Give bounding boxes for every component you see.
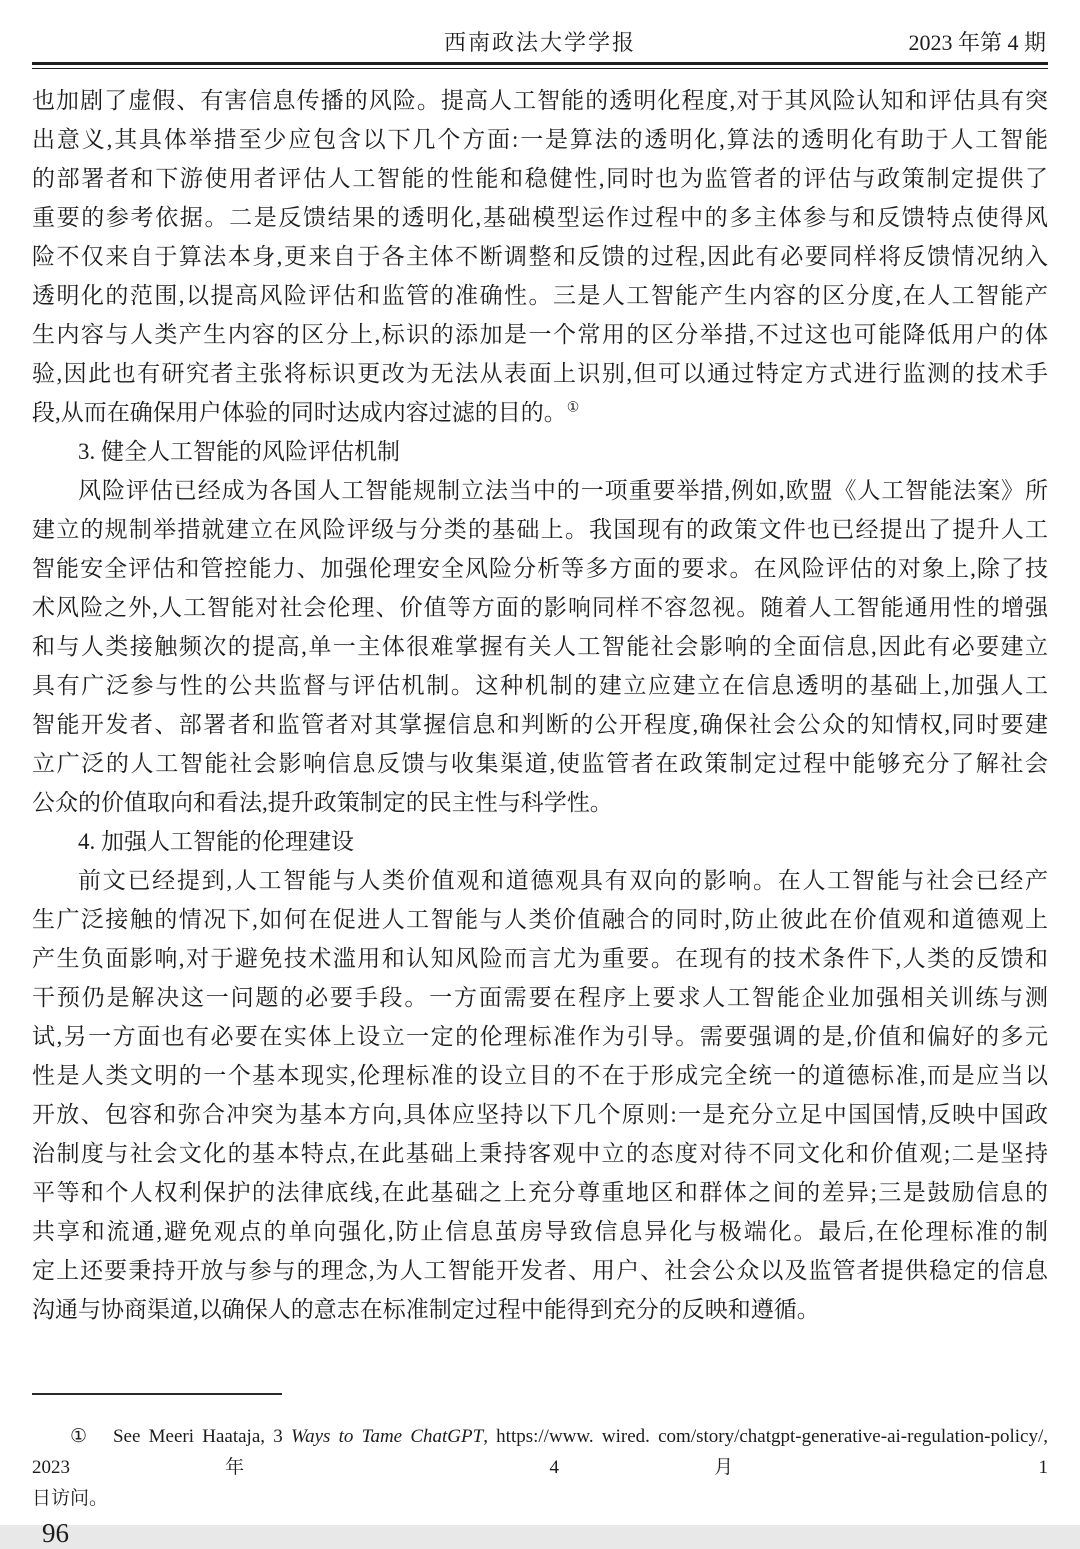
footnote-separator <box>32 1393 282 1395</box>
text-line: 公众的价值取向和看法,提升政策制定的民主性与科学性。 <box>32 790 613 815</box>
page-number: 96 <box>42 1518 69 1548</box>
article-body <box>32 81 1048 1329</box>
footnote-work-title: Ways to Tame ChatGPT <box>290 1426 484 1447</box>
text-line: 风险评估已经成为各国人工智能规制立法当中的一项重要举措,例如,欧盟《人工智能法案》所 <box>78 478 1048 503</box>
text-line: 智能安全评估和管控能力、加强伦理安全风险分析等多方面的要求。在风险评估的对象上,除了技 <box>32 556 1048 581</box>
section-heading: 4. 加强人工智能的伦理建设 <box>78 829 354 854</box>
text-line: 共享和流通,避免观点的单向强化,防止信息茧房导致信息异化与极端化。最后,在伦理标准的制 <box>32 1219 1048 1244</box>
text-line: 立广泛的人工智能社会影响信息反馈与收集渠道,使监管者在政策制定过程中能够充分了解社会 <box>32 751 1048 776</box>
text-line: 透明化的范围,以提高风险评估和监管的准确性。三是人工智能产生内容的区分度,在人工智能产 <box>32 283 1048 308</box>
text-line: 生广泛接触的情况下,如何在促进人工智能与人类价值融合的同时,防止彼此在价值观和道德观上 <box>32 907 1048 932</box>
text-line: 治制度与社会文化的基本特点,在此基础上秉持客观中立的态度对待不同文化和价值观;二是坚持 <box>32 1141 1048 1166</box>
footnote <box>32 1421 1048 1514</box>
text-line: 建立的规制举措就建立在风险评级与分类的基础上。我国现有的政策文件也已经提出了提升人工 <box>32 517 1048 542</box>
text-line: 沟通与协商渠道,以确保人的意志在标准制定过程中能得到充分的反映和遵循。 <box>32 1297 820 1322</box>
issue-label: 2023 年第 4 期 <box>908 30 1046 55</box>
footnote-line <box>32 1421 1048 1483</box>
text-line: 前文已经提到,人工智能与人类价值观和道德观具有双向的影响。在人工智能与社会已经产 <box>78 868 1048 893</box>
footnote-ref-marker: ① <box>566 400 580 416</box>
footnote-text: 日访问。 <box>32 1488 109 1509</box>
text-line: 险不仅来自于算法本身,更来自于各主体不断调整和反馈的过程,因此有必要同样将反馈情况纳入 <box>32 244 1048 269</box>
text-line: 定上还要秉持开放与参与的理念,为人工智能开发者、用户、社会公众以及监管者提供稳定的信息 <box>32 1258 1048 1283</box>
text-line: 也加剧了虚假、有害信息传播的风险。提高人工智能的透明化程度,对于其风险认知和评估具有突 <box>32 88 1048 113</box>
footnote-text: ① See Meeri Haataja, 3 <box>70 1426 291 1447</box>
text-line: 具有广泛参与性的公共监督与评估机制。这种机制的建立应建立在信息透明的基础上,加强人工 <box>32 673 1048 698</box>
text-line: 出意义,其具体举措至少应包含以下几个方面:一是算法的透明化,算法的透明化有助于人工智能 <box>32 127 1048 152</box>
header-rule <box>32 62 1048 69</box>
text-line: 验,因此也有研究者主张将标识更改为无法从表面上识别,但可以通过特定方式进行监测的技术手 <box>32 361 1048 386</box>
text-line: 性是人类文明的一个基本现实,伦理标准的设立目的不在于形成完全统一的道德标准,而是应当以 <box>32 1063 1048 1088</box>
text-line: 段,从而在确保用户体验的同时达成内容过滤的目的。① <box>32 400 580 425</box>
text-line: 干预仍是解决这一问题的必要手段。一方面需要在程序上要求人工智能企业加强相关训练与测 <box>32 985 1048 1010</box>
text-line: 平等和个人权利保护的法律底线,在此基础之上充分尊重地区和群体之间的差异;三是鼓励信息的 <box>32 1180 1048 1205</box>
journal-title: 西南政法大学学报 <box>443 30 636 55</box>
footnote-line <box>32 1483 1048 1514</box>
text-line: 术风险之外,人工智能对社会伦理、价值等方面的影响同样不容忽视。随着人工智能通用性的增强 <box>32 595 1048 620</box>
text-line: 产生负面影响,对于避免技术滥用和认知风险而言尤为重要。在现有的技术条件下,人类的反馈和 <box>32 946 1048 971</box>
text-line: 的部署者和下游使用者评估人工智能的性能和稳健性,同时也为监管者的评估与政策制定提供了 <box>32 166 1048 191</box>
footnote-text: , https://www. wired. com/story/chatgpt-generative-ai-regulation-policy/, 2023 年 4 月 1 <box>32 1426 1048 1478</box>
text-line: 生内容与人类产生内容的区分上,标识的添加是一个常用的区分举措,不过这也可能降低用户的体 <box>32 322 1048 347</box>
page-header <box>0 0 1080 62</box>
text-line: 试,另一方面也有必要在实体上设立一定的伦理标准作为引导。需要强调的是,价值和偏好的多元 <box>32 1024 1048 1049</box>
text-line: 智能开发者、部署者和监管者对其掌握信息和判断的公开程度,确保社会公众的知情权,同时要建 <box>32 712 1048 737</box>
text-line: 开放、包容和弥合冲突为基本方向,具体应坚持以下几个原则:一是充分立足中国国情,反映中国政 <box>32 1102 1048 1127</box>
section-heading: 3. 健全人工智能的风险评估机制 <box>78 439 400 464</box>
text-line: 重要的参考依据。二是反馈结果的透明化,基础模型运作过程中的多主体参与和反馈特点使得风 <box>32 205 1048 230</box>
text-line: 和与人类接触频次的提高,单一主体很难掌握有关人工智能社会影响的全面信息,因此有必要建立 <box>32 634 1048 659</box>
